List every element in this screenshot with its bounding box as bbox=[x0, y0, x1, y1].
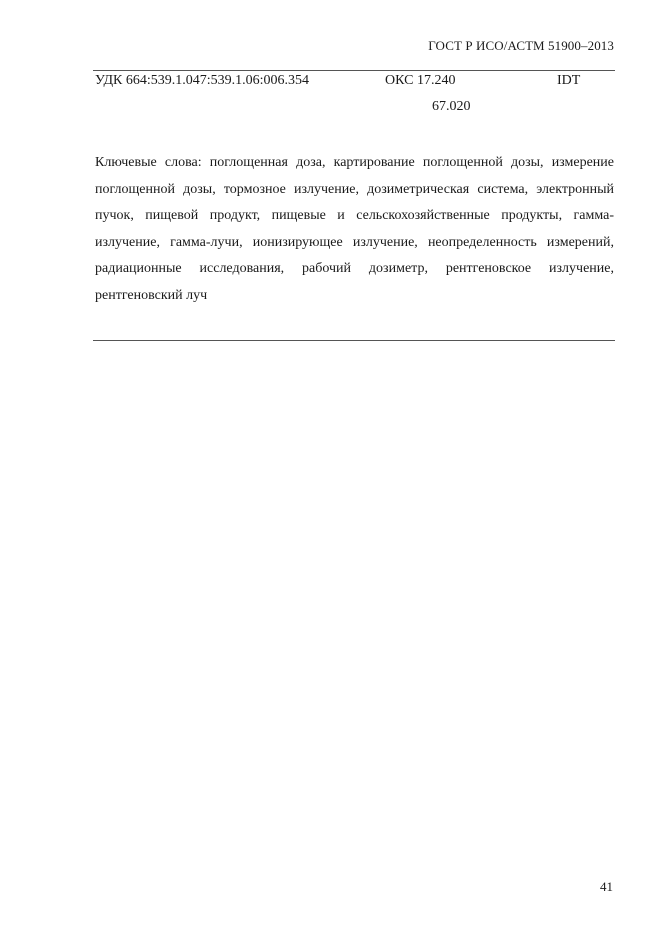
oks-code-secondary: 67.020 bbox=[432, 99, 471, 114]
top-divider bbox=[93, 70, 615, 71]
page-number: 41 bbox=[600, 879, 613, 894]
keywords-paragraph: Ключевые слова: поглощенная доза, картирование поглощенной дозы, измерение поглощенной дозы, тормозное излучение, дозиметрическая система, электронный пучок, пищевой продукт, пищевые и сельскохозяйственные продукты, гамма-излучение, гамма-лучи, ионизирующее излучение, неопределенность измерений, радиационные исследования, рабочий дозиметр, рентгеновское излучение, рентгеновский луч bbox=[95, 155, 614, 303]
udc-code: УДК 664:539.1.047:539.1.06:006.354 bbox=[95, 73, 310, 88]
standard-header: ГОСТ Р ИСО/АСТМ 51900–2013 bbox=[428, 38, 614, 53]
conformity-degree: IDT bbox=[557, 73, 581, 88]
bottom-divider bbox=[93, 340, 615, 341]
classification-block bbox=[95, 73, 615, 123]
oks-code: ОКС 17.240 bbox=[385, 73, 456, 88]
